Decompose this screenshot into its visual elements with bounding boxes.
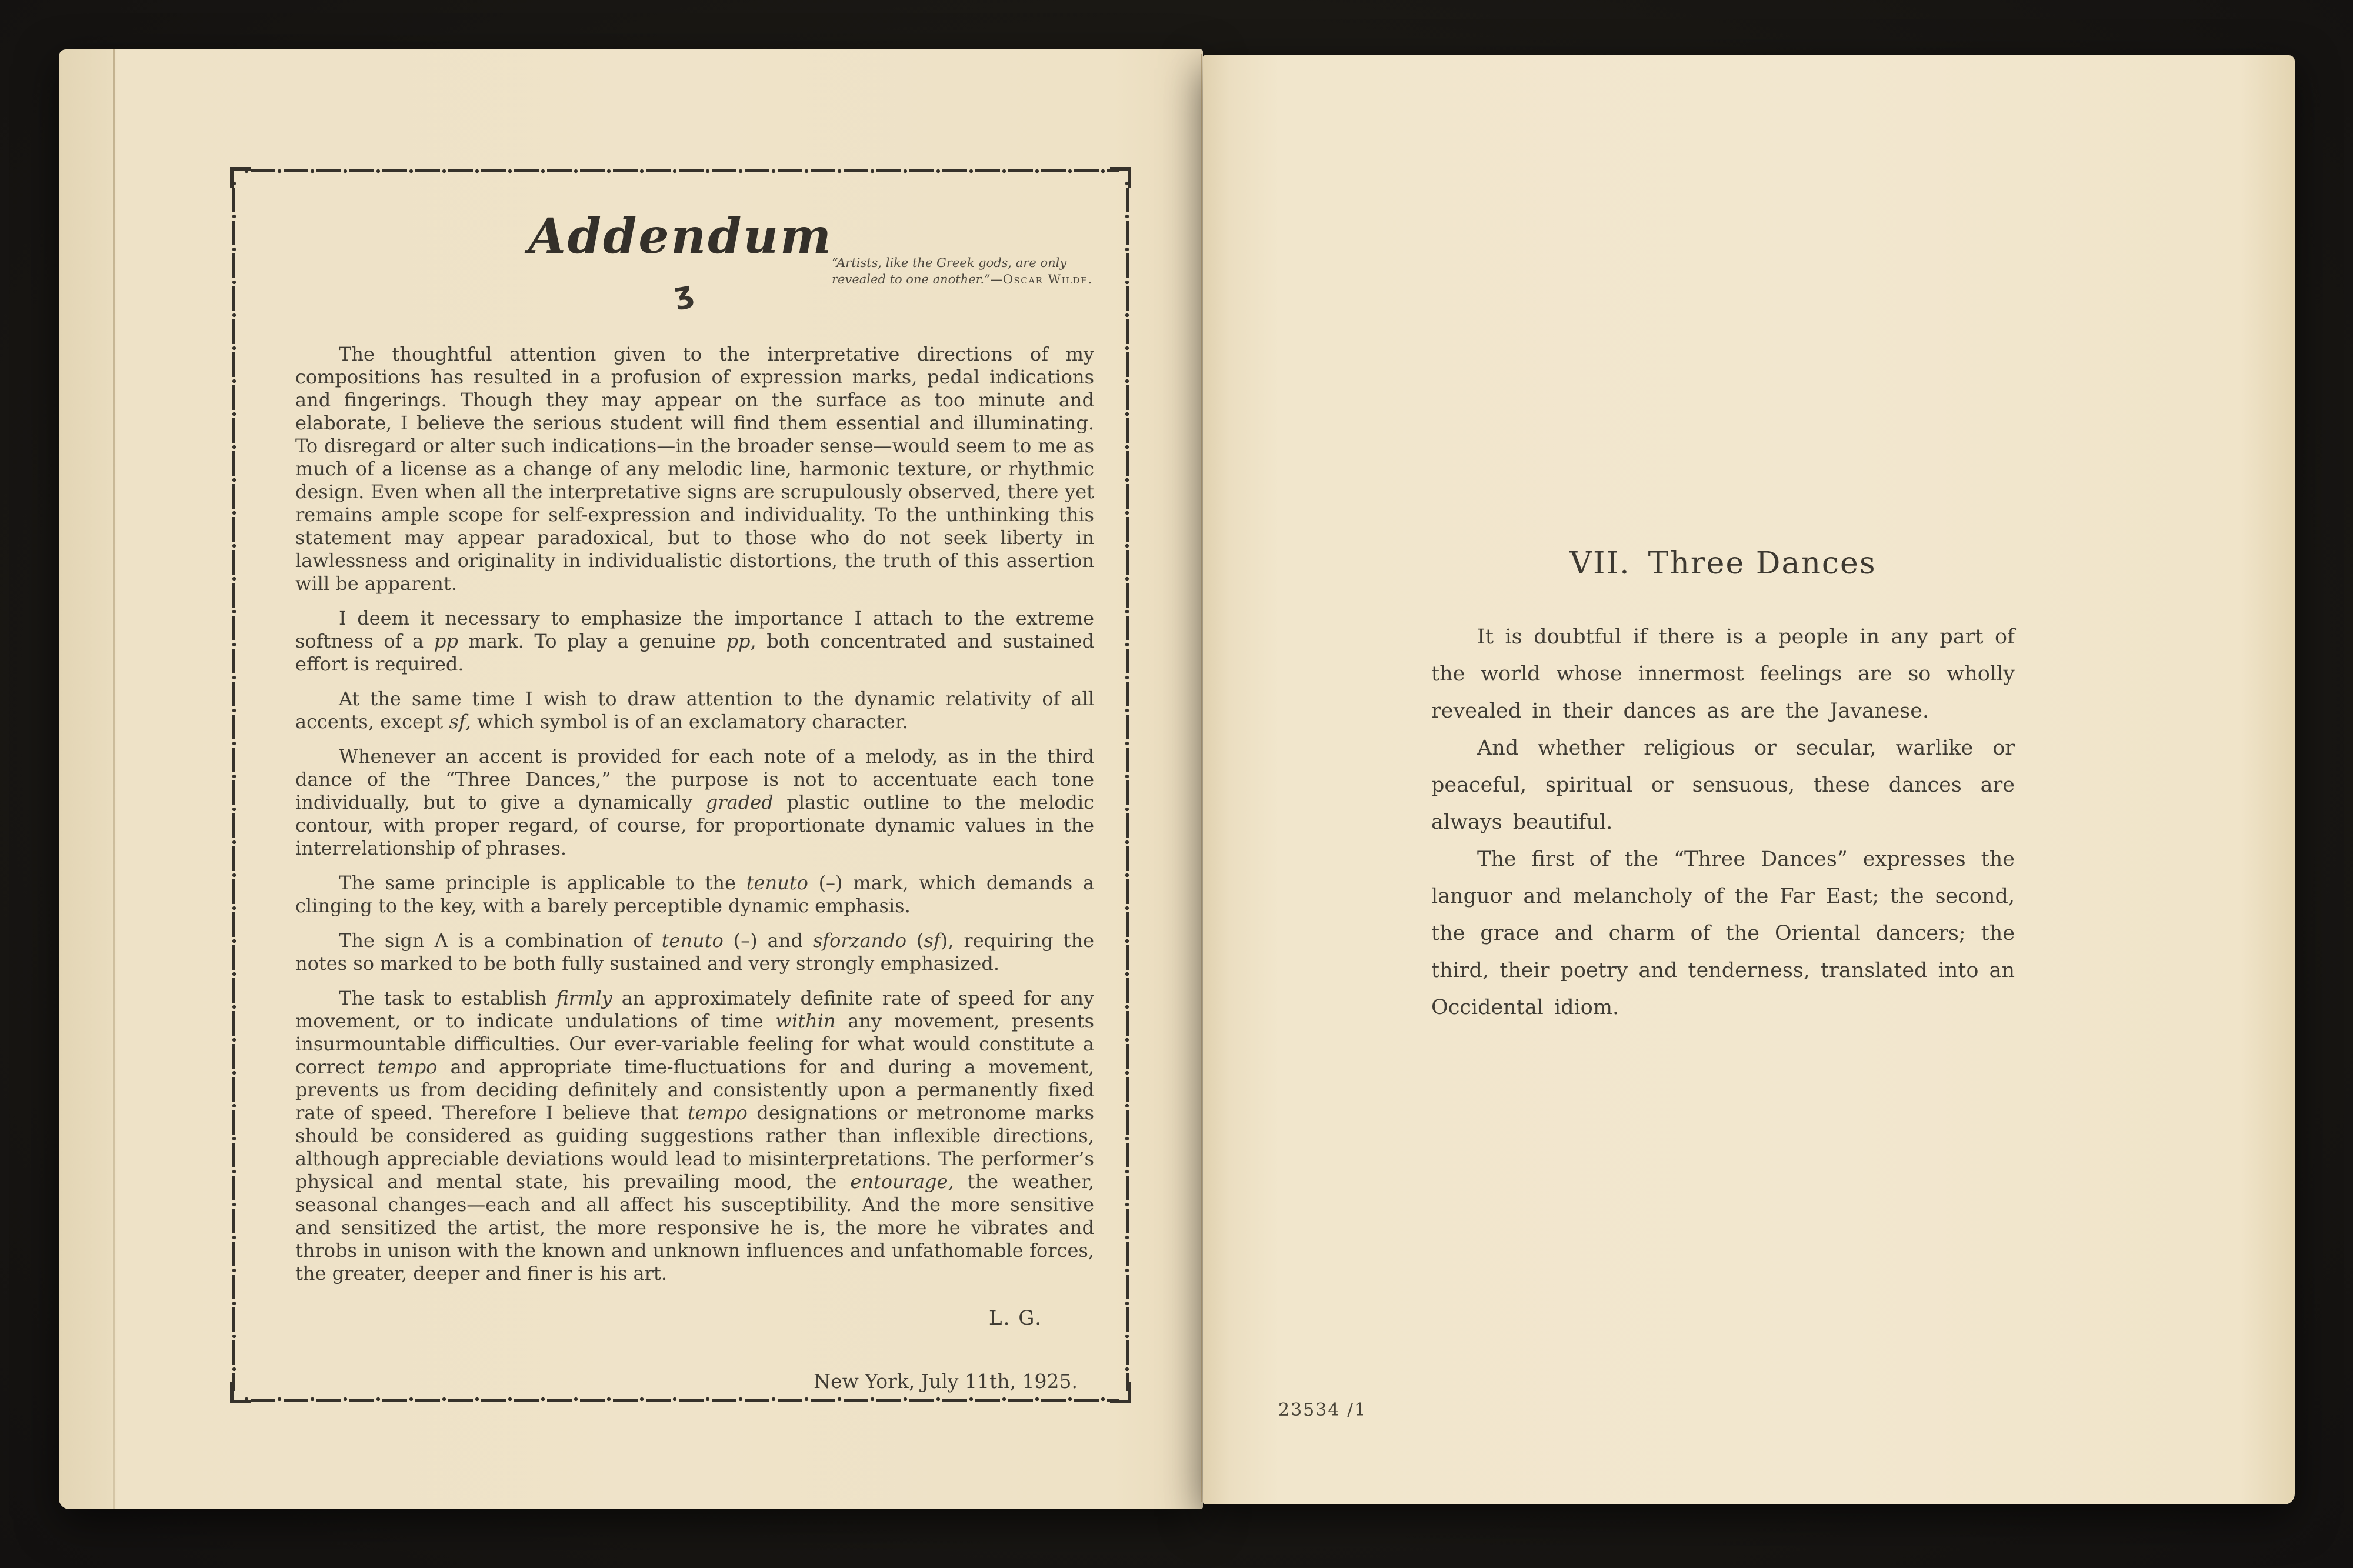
plate-number: 23534 /1: [1278, 1400, 1367, 1420]
border-edge-left: [231, 179, 238, 1391]
under-sheet-edge: [113, 49, 115, 1509]
paragraph: Whenever an accent is provided for each note of a melody, as in the third dance of the “Three Dances,” the purpose is not to accentuate each tone individually, but to give a dynamically graded plastic outline to the melodic contour, with proper regard, of course, for proportionate dynamic values in the interrelationship of phrases.: [295, 745, 1095, 859]
epigraph-quote: “Artists, like the Greek gods, are only revealed to one another.”—Oscar Wilde.: [832, 256, 1093, 286]
paragraph: And whether religious or secular, warlike or peaceful, spiritual or sensuous, these dances are always beautiful.: [1431, 736, 2015, 834]
paragraph: The task to establish firmly an approximately definite rate of speed for any movement, or to indicate undulations of time within any movement, presents insurmountable difficulties. Our ever-variable feeling for what would constitute a correct tempo and appropriate time-fluctuations for and during a movement, prevents us from deciding definitely and consistently upon a permanently fixed rate of speed. Therefore I believe that tempo designations or metronome marks should be considered as guiding suggestions rather than inflexible directions, although appreciable deviations would lead to misinterpretations. The performer’s physical and mental state, his prevailing mood, the entourage, the weather, seasonal changes—each and all affect his susceptibility. And the more sensitive and sensitized the artist, the more responsive he is, the more he vibrates and throbs in unison with the known and unknown influences and unfathomable forces, the greater, deeper and finer is his art.: [295, 987, 1095, 1285]
paragraph: The first of the “Three Dances” expresses the languor and melancholy of the Far East; the second, the grace and charm of the Oriental dancers; the third, their poetry and tenderness, translated into an Occidental idiom.: [1431, 848, 2015, 1019]
page-title: Addendum: [528, 208, 833, 265]
border-corner-bottom-right: [1110, 1382, 1131, 1403]
paragraph: I deem it necessary to emphasize the importance I attach to the extreme softness of a pp mark. To play a genuine pp, both concentrated and sustained effort is required.: [295, 607, 1095, 675]
decorative-border-frame: [231, 168, 1131, 1403]
border-corner-top-left: [230, 167, 251, 188]
author-initials: L. G.: [989, 1306, 1042, 1330]
paragraph: It is doubtful if there is a people in any part of the world whose innermost feelings are so wholly revealed in their dances as are the Javanese.: [1431, 625, 2015, 723]
left-page: [59, 49, 1203, 1509]
right-page: [1203, 55, 2295, 1504]
paragraph: The same principle is applicable to the tenuto (–) mark, which demands a clinging to the key, with a barely perceptible dynamic emphasis.: [295, 872, 1095, 917]
addendum-text-block: [295, 343, 1094, 1297]
border-edge-right: [1123, 179, 1131, 1391]
fleuron-ornament-icon: ʒ: [671, 274, 696, 312]
border-edge-top: [242, 168, 1119, 175]
paragraph: The thoughtful attention given to the interpretative directions of my compositions has resulted in a profusion of expression marks, pedal indications and fingerings. Though they may appear on the surface as too minute and elaborate, I believe the serious student will find them essential and illuminating. To disregard or alter such indications—in the broader sense—would seem to me as much of a license as a change of any melodic line, harmonic texture, or rhythmic design. Even when all the interpretative signs are scrupulously observed, there yet remains ample scope for self-expression and individuality. To the unthinking this statement may appear paradoxical, but to those who do not seek liberty in lawlessness and originality in individualistic distortions, the truth of this assertion will be apparent.: [295, 343, 1094, 595]
border-edge-bottom: [242, 1395, 1119, 1403]
border-corner-bottom-left: [230, 1382, 251, 1403]
three-dances-text-block: [1431, 619, 2015, 1026]
paragraph: The sign Λ is a combination of tenuto (–) and sforzando (sf), requiring the notes so marked to be both fully sustained and very strongly emphasized.: [295, 929, 1095, 975]
border-corner-top-right: [1110, 167, 1131, 188]
section-title: Three Dances: [1648, 546, 1877, 581]
paragraph: At the same time I wish to draw attention to the dynamic relativity of all accents, except sf, which symbol is of an exclamatory character.: [295, 688, 1094, 733]
dateline: New York, July 11th, 1925.: [814, 1370, 1078, 1393]
section-number: VII.: [1569, 546, 1631, 581]
gutter-fold: [1201, 54, 1202, 1502]
section-heading: [1431, 547, 2015, 581]
